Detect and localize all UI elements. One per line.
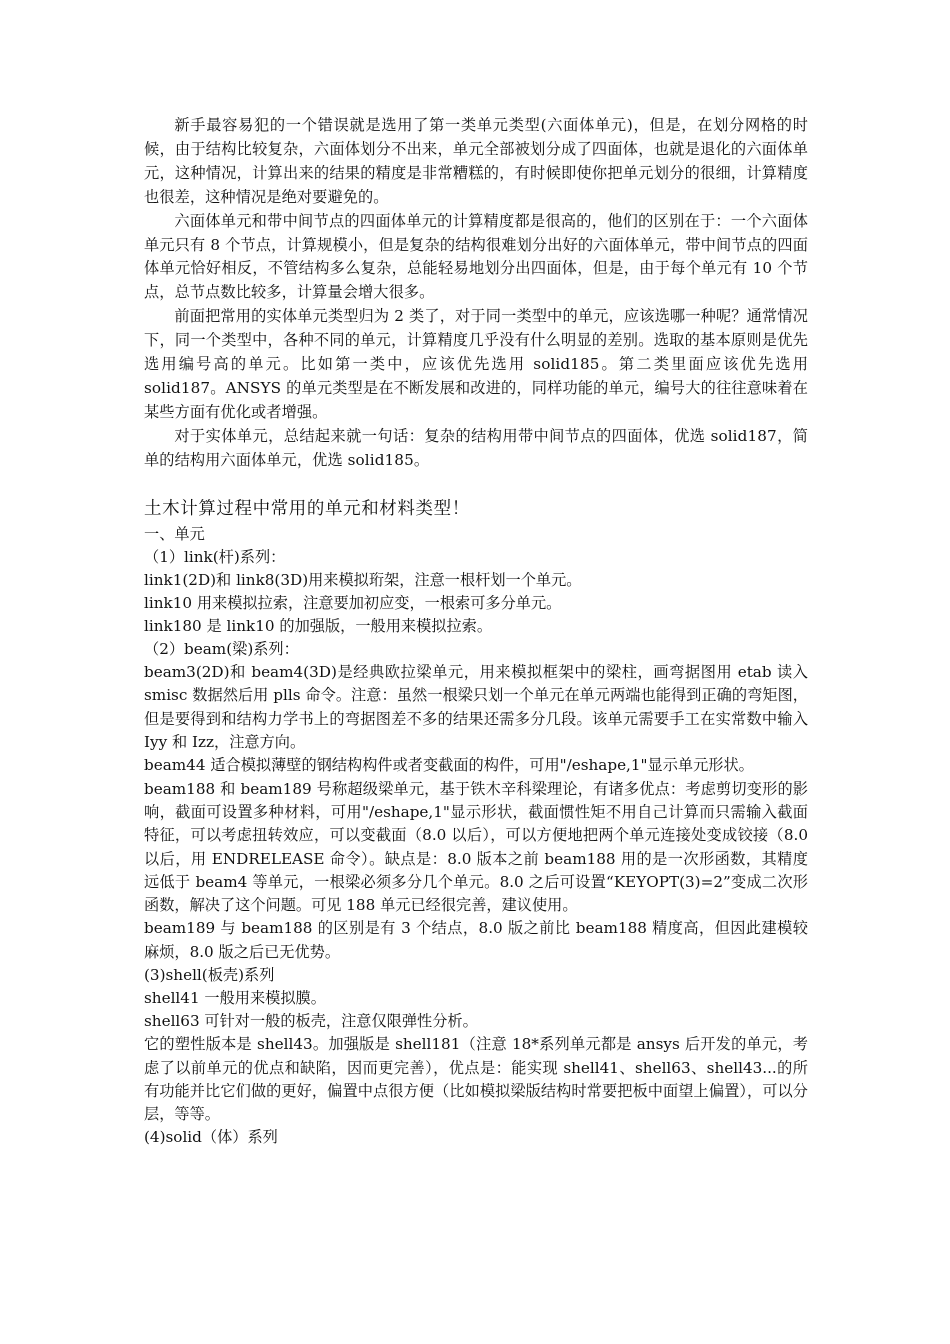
beam-paragraph-4: beam189 与 beam188 的区别是有 3 个结点，8.0 版之前比 beam188 精度高，但因此建模较麻烦，8.0 版之后已无优势。 xyxy=(144,919,808,961)
link-line-1: link1(2D)和 link8(3D)用来模拟珩架，注意一根杆划一个单元。 xyxy=(144,570,582,589)
link-line-3: link180 是 link10 的加强版，一般用来模拟拉索。 xyxy=(144,616,493,635)
heading-units: 一、单元 xyxy=(144,524,205,543)
shell-paragraph: 它的塑性版本是 shell43。加强版是 shell181（注意 18*系列单元都是 ansys 后开发的单元，考虑了以前单元的优点和缺陷，因而更完善），优点是：能实现 shell41、shell63、shell43...的所有功能并比它们做的更好，偏置中点很方便（比如模拟梁版结构时常要把板中面望上偏置），可以分层，等等。 xyxy=(144,1035,808,1124)
shell-line-1: shell41 一般用来模拟膜。 xyxy=(144,989,326,1008)
intro-paragraph-1: 新手最容易犯的一个错误就是选用了第一类单元类型(六面体单元)，但是，在划分网格的时候，由于结构比较复杂，六面体划分不出来，单元全部被划分成了四面体，也就是退化的六面体单元，这种情况，计算出来的结果的精度是非常糟糕的，有时候即使你把单元划分的很细，计算精度也很差，这种情况是绝对要避免的。 xyxy=(144,116,808,206)
shell-heading: (3)shell(板壳)系列 xyxy=(144,966,275,985)
document-page xyxy=(144,114,808,1150)
intro-paragraph-4: 对于实体单元，总结起来就一句话：复杂的结构用带中间节点的四面体，优选 solid187，简单的结构用六面体单元，优选 solid185。 xyxy=(144,426,808,469)
beam-paragraph-3: beam188 和 beam189 号称超级梁单元，基于铁木辛科梁理论，有诸多优点：考虑剪切变形的影响，截面可设置多种材料，可用"/eshape,1"显示形状，截面惯性矩不用自己计算而只需输入截面特征，可以考虑扭转效应，可以变截面（8.0 以后），可以方便地把两个单元连接处变成铰接（8.0 以后，用 ENDRELEASE 命令）。缺点是：8.0 版本之前 beam188 用的是一次形函数，其精度远低于 beam4 等单元，一根梁必须多分几个单元。8.0 之后可设置“KEYOPT(3)=2”变成二次形函数，解决了这个问题。可见 188 单元已经很完善，建议使用。 xyxy=(144,779,808,915)
link-line-2: link10 用来模拟拉索，注意要加初应变，一根索可多分单元。 xyxy=(144,593,562,612)
beam-heading: （2）beam(梁)系列： xyxy=(144,640,299,659)
section-spacer xyxy=(144,473,808,496)
beam-paragraph-2: beam44 适合模拟薄壁的钢结构构件或者变截面的构件，可用"/eshape,1"显示单元形状。 xyxy=(144,756,754,775)
beam-paragraph-1: beam3(2D)和 beam4(3D)是经典欧拉梁单元，用来模拟框架中的梁柱，画弯据图用 etab 读入 smisc 数据然后用 plls 命令。注意：虽然一根梁只划一个单元在单元两端也能得到正确的弯矩图，但是要得到和结构力学书上的弯据图差不多的结果还需多分几段。该单元需要手工在实常数中输入 Iyy 和 Izz，注意方向。 xyxy=(144,663,808,752)
solid-heading: (4)solid（体）系列 xyxy=(144,1128,278,1147)
shell-line-2: shell63 可针对一般的板壳，注意仅限弹性分析。 xyxy=(144,1012,478,1031)
link-heading: （1）link(杆)系列： xyxy=(144,547,286,566)
section-title: 土木计算过程中常用的单元和材料类型！ xyxy=(144,498,470,519)
intro-paragraph-2: 六面体单元和带中间节点的四面体单元的计算精度都是很高的，他们的区别在于：一个六面体单元只有 8 个节点，计算规模小，但是复杂的结构很难划分出好的六面体单元，带中间节点的四面体单元恰好相反，不管结构多么复杂，总能轻易地划分出四面体，但是，由于每个单元有 10 个节点，总节点数比较多，计算量会增大很多。 xyxy=(144,211,808,302)
intro-paragraph-3: 前面把常用的实体单元类型归为 2 类了，对于同一类型中的单元，应该选哪一种呢？通常情况下，同一个类型中，各种不同的单元，计算精度几乎没有什么明显的差别。选取的基本原则是优先选用编号高的单元。比如第一类中，应该优先选用 solid185。第二类里面应该优先选用 solid187。ANSYS 的单元类型是在不断发展和改进的，同样功能的单元，编号大的往往意味着在某些方面有优化或者增强。 xyxy=(144,307,808,421)
